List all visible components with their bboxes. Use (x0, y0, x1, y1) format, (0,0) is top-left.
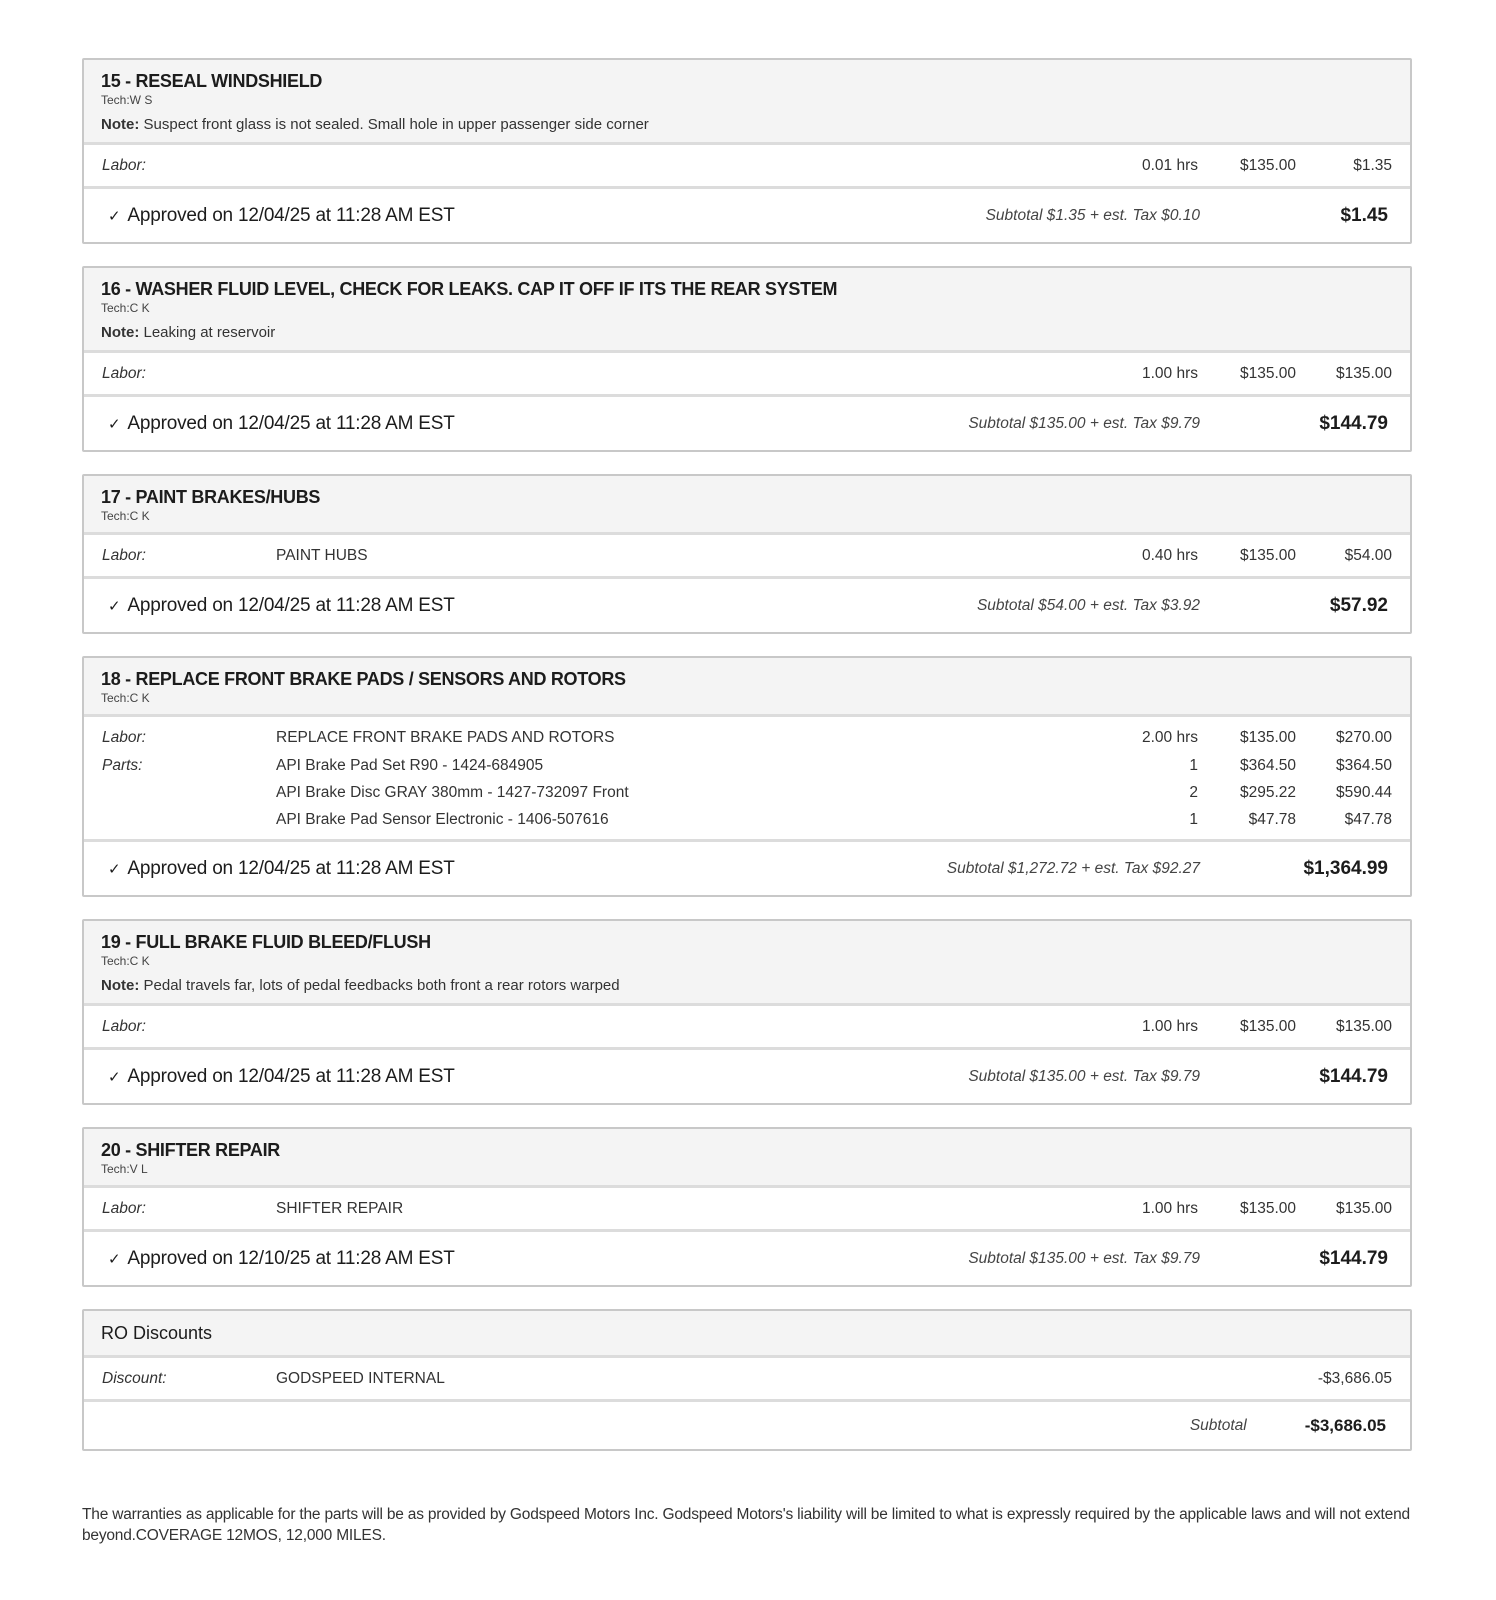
job-card (82, 656, 1412, 897)
job-footer (84, 1232, 1410, 1285)
line-rate: $135.00 (1239, 1199, 1296, 1217)
part-line (102, 779, 1392, 806)
approval-status (108, 858, 947, 880)
part-line (102, 752, 1392, 779)
line-qty: 1.00 hrs (1141, 1199, 1198, 1217)
job-tech: Tech:W S (101, 93, 153, 107)
job-header (84, 476, 1410, 535)
discounts-card (82, 1309, 1412, 1451)
job-total: $144.79 (1319, 1065, 1388, 1087)
discount-line (102, 1364, 1392, 1393)
check-icon: ✓ (108, 207, 121, 225)
discounts-title: RO Discounts (84, 1311, 1410, 1358)
line-amount: $135.00 (1335, 1199, 1392, 1217)
job-card (82, 474, 1412, 634)
discount-lines (84, 1358, 1410, 1402)
approval-status (108, 205, 986, 227)
job-tech: Tech:C K (101, 509, 150, 523)
job-title: 17 - PAINT BRAKES/HUBS (101, 487, 321, 507)
line-rate: $135.00 (1239, 1017, 1296, 1035)
line-qty: 2.00 hrs (1141, 728, 1198, 746)
job-note (101, 324, 1393, 342)
approval-status (108, 413, 968, 435)
job-subtotal: Subtotal $135.00 + est. Tax $9.79 (968, 414, 1200, 432)
note-label: Note: (101, 977, 140, 994)
line-kind: Discount: (102, 1369, 167, 1387)
line-kind: Parts: (102, 756, 143, 774)
discounts-footer (84, 1402, 1410, 1449)
line-kind: Labor: (102, 1017, 146, 1035)
line-amount: $270.00 (1335, 728, 1392, 746)
line-kind: Labor: (102, 728, 146, 746)
line-rate: $135.00 (1239, 728, 1296, 746)
job-card (82, 58, 1412, 244)
labor-line (102, 1012, 1392, 1041)
line-desc: PAINT HUBS (276, 546, 368, 564)
line-desc: REPLACE FRONT BRAKE PADS AND ROTORS (276, 728, 615, 746)
line-desc: API Brake Pad Set R90 - 1424-684905 (276, 756, 544, 774)
job-total: $1,364.99 (1303, 857, 1388, 879)
job-footer (84, 397, 1410, 450)
line-amount: $54.00 (1344, 546, 1392, 564)
job-lines (84, 717, 1410, 842)
labor-line (102, 541, 1392, 570)
line-amount: $135.00 (1335, 364, 1392, 382)
line-rate: $295.22 (1239, 783, 1296, 801)
job-title: 18 - REPLACE FRONT BRAKE PADS / SENSORS AND ROTORS (101, 669, 626, 689)
line-rate: $135.00 (1239, 156, 1296, 174)
job-footer (84, 579, 1410, 632)
approval-text: Approved on 12/04/25 at 11:28 AM EST (127, 204, 455, 226)
line-qty: 1.00 hrs (1141, 1017, 1198, 1035)
line-amount: $1.35 (1353, 156, 1392, 174)
line-rate: $135.00 (1239, 546, 1296, 564)
job-total: $144.79 (1319, 412, 1388, 434)
job-subtotal: Subtotal $1.35 + est. Tax $0.10 (985, 206, 1200, 224)
labor-line (102, 723, 1392, 752)
job-title: 20 - SHIFTER REPAIR (101, 1140, 280, 1160)
note-label: Note: (101, 324, 140, 341)
discount-subtotal: -$3,686.05 (1304, 1415, 1386, 1435)
job-title: 16 - WASHER FLUID LEVEL, CHECK FOR LEAKS. CAP IT OFF IF ITS THE REAR SYSTEM (101, 279, 838, 299)
line-desc: SHIFTER REPAIR (276, 1199, 404, 1217)
check-icon: ✓ (108, 860, 121, 878)
job-tech: Tech:C K (101, 954, 150, 968)
note-text: Suspect front glass is not sealed. Small hole in upper passenger side corner (143, 116, 649, 133)
job-header (84, 1129, 1410, 1188)
job-lines (84, 535, 1410, 579)
note-text: Leaking at reservoir (143, 324, 276, 341)
job-footer (84, 1050, 1410, 1103)
job-tech: Tech:C K (101, 301, 150, 315)
approval-status (108, 1066, 968, 1088)
line-kind: Labor: (102, 364, 146, 382)
job-subtotal: Subtotal $54.00 + est. Tax $3.92 (976, 596, 1200, 614)
labor-line (102, 1194, 1392, 1223)
line-kind: Labor: (102, 1199, 146, 1217)
job-lines (84, 353, 1410, 397)
line-amount: $590.44 (1335, 783, 1392, 801)
line-rate: $47.78 (1248, 810, 1296, 828)
approval-text: Approved on 12/04/25 at 11:28 AM EST (127, 594, 455, 616)
job-total: $57.92 (1329, 594, 1388, 616)
line-amount: $135.00 (1335, 1017, 1392, 1035)
approval-text: Approved on 12/04/25 at 11:28 AM EST (127, 857, 455, 879)
line-qty: 1 (1189, 810, 1198, 828)
job-title: 19 - FULL BRAKE FLUID BLEED/FLUSH (101, 932, 431, 952)
line-qty: 1 (1189, 756, 1198, 774)
job-header (84, 658, 1410, 717)
check-icon: ✓ (108, 1250, 121, 1268)
labor-line (102, 151, 1392, 180)
job-subtotal: Subtotal $135.00 + est. Tax $9.79 (968, 1249, 1200, 1267)
approval-text: Approved on 12/04/25 at 11:28 AM EST (127, 1065, 455, 1087)
job-note (101, 116, 1393, 134)
check-icon: ✓ (108, 597, 121, 615)
job-total: $1.45 (1340, 204, 1388, 226)
job-footer (84, 842, 1410, 895)
job-lines (84, 145, 1410, 189)
approval-text: Approved on 12/04/25 at 11:28 AM EST (127, 412, 455, 434)
repair-order-jobs (82, 58, 1412, 1473)
line-kind: Labor: (102, 156, 146, 174)
note-text: Pedal travels far, lots of pedal feedbacks both front a rear rotors warped (143, 977, 620, 994)
line-amount: $364.50 (1335, 756, 1392, 774)
line-amount: -$3,686.05 (1317, 1369, 1392, 1387)
discount-subtotal-label: Subtotal (1189, 1416, 1247, 1434)
job-header (84, 921, 1410, 1006)
approval-status (108, 595, 977, 617)
line-kind: Labor: (102, 546, 146, 564)
job-subtotal: Subtotal $135.00 + est. Tax $9.79 (968, 1067, 1200, 1085)
job-card (82, 919, 1412, 1105)
job-total: $144.79 (1319, 1247, 1388, 1269)
line-amount: $47.78 (1344, 810, 1392, 828)
warranty-text: The warranties as applicable for the parts will be as provided by Godspeed Motors Inc. Godspeed Motors's liability will be limited to what is expressly required by the applicable laws and will not extend beyond.COVERAGE 12MOS, 12,000 MILES. (82, 1506, 1410, 1544)
check-icon: ✓ (108, 1068, 121, 1086)
line-qty: 2 (1189, 783, 1198, 801)
job-title: 15 - RESEAL WINDSHIELD (101, 71, 323, 91)
job-footer (84, 189, 1410, 242)
job-header (84, 268, 1410, 353)
labor-line (102, 359, 1392, 388)
job-card (82, 1127, 1412, 1287)
line-desc: API Brake Pad Sensor Electronic - 1406-507616 (276, 810, 609, 828)
approval-status (108, 1248, 968, 1270)
approval-text: Approved on 12/10/25 at 11:28 AM EST (127, 1247, 455, 1269)
note-label: Note: (101, 116, 140, 133)
line-qty: 0.40 hrs (1141, 546, 1198, 564)
job-header (84, 60, 1410, 145)
check-icon: ✓ (108, 415, 121, 433)
line-desc: GODSPEED INTERNAL (276, 1369, 445, 1387)
line-rate: $364.50 (1239, 756, 1296, 774)
job-lines (84, 1188, 1410, 1232)
job-subtotal: Subtotal $1,272.72 + est. Tax $92.27 (946, 859, 1200, 877)
line-rate: $135.00 (1239, 364, 1296, 382)
job-lines (84, 1006, 1410, 1050)
job-tech: Tech:V L (101, 1162, 148, 1176)
job-tech: Tech:C K (101, 691, 150, 705)
line-desc: API Brake Disc GRAY 380mm - 1427-732097 Front (276, 783, 629, 801)
line-qty: 1.00 hrs (1141, 364, 1198, 382)
job-card (82, 266, 1412, 452)
line-qty: 0.01 hrs (1141, 156, 1198, 174)
part-line (102, 806, 1392, 833)
job-note (101, 977, 1393, 995)
